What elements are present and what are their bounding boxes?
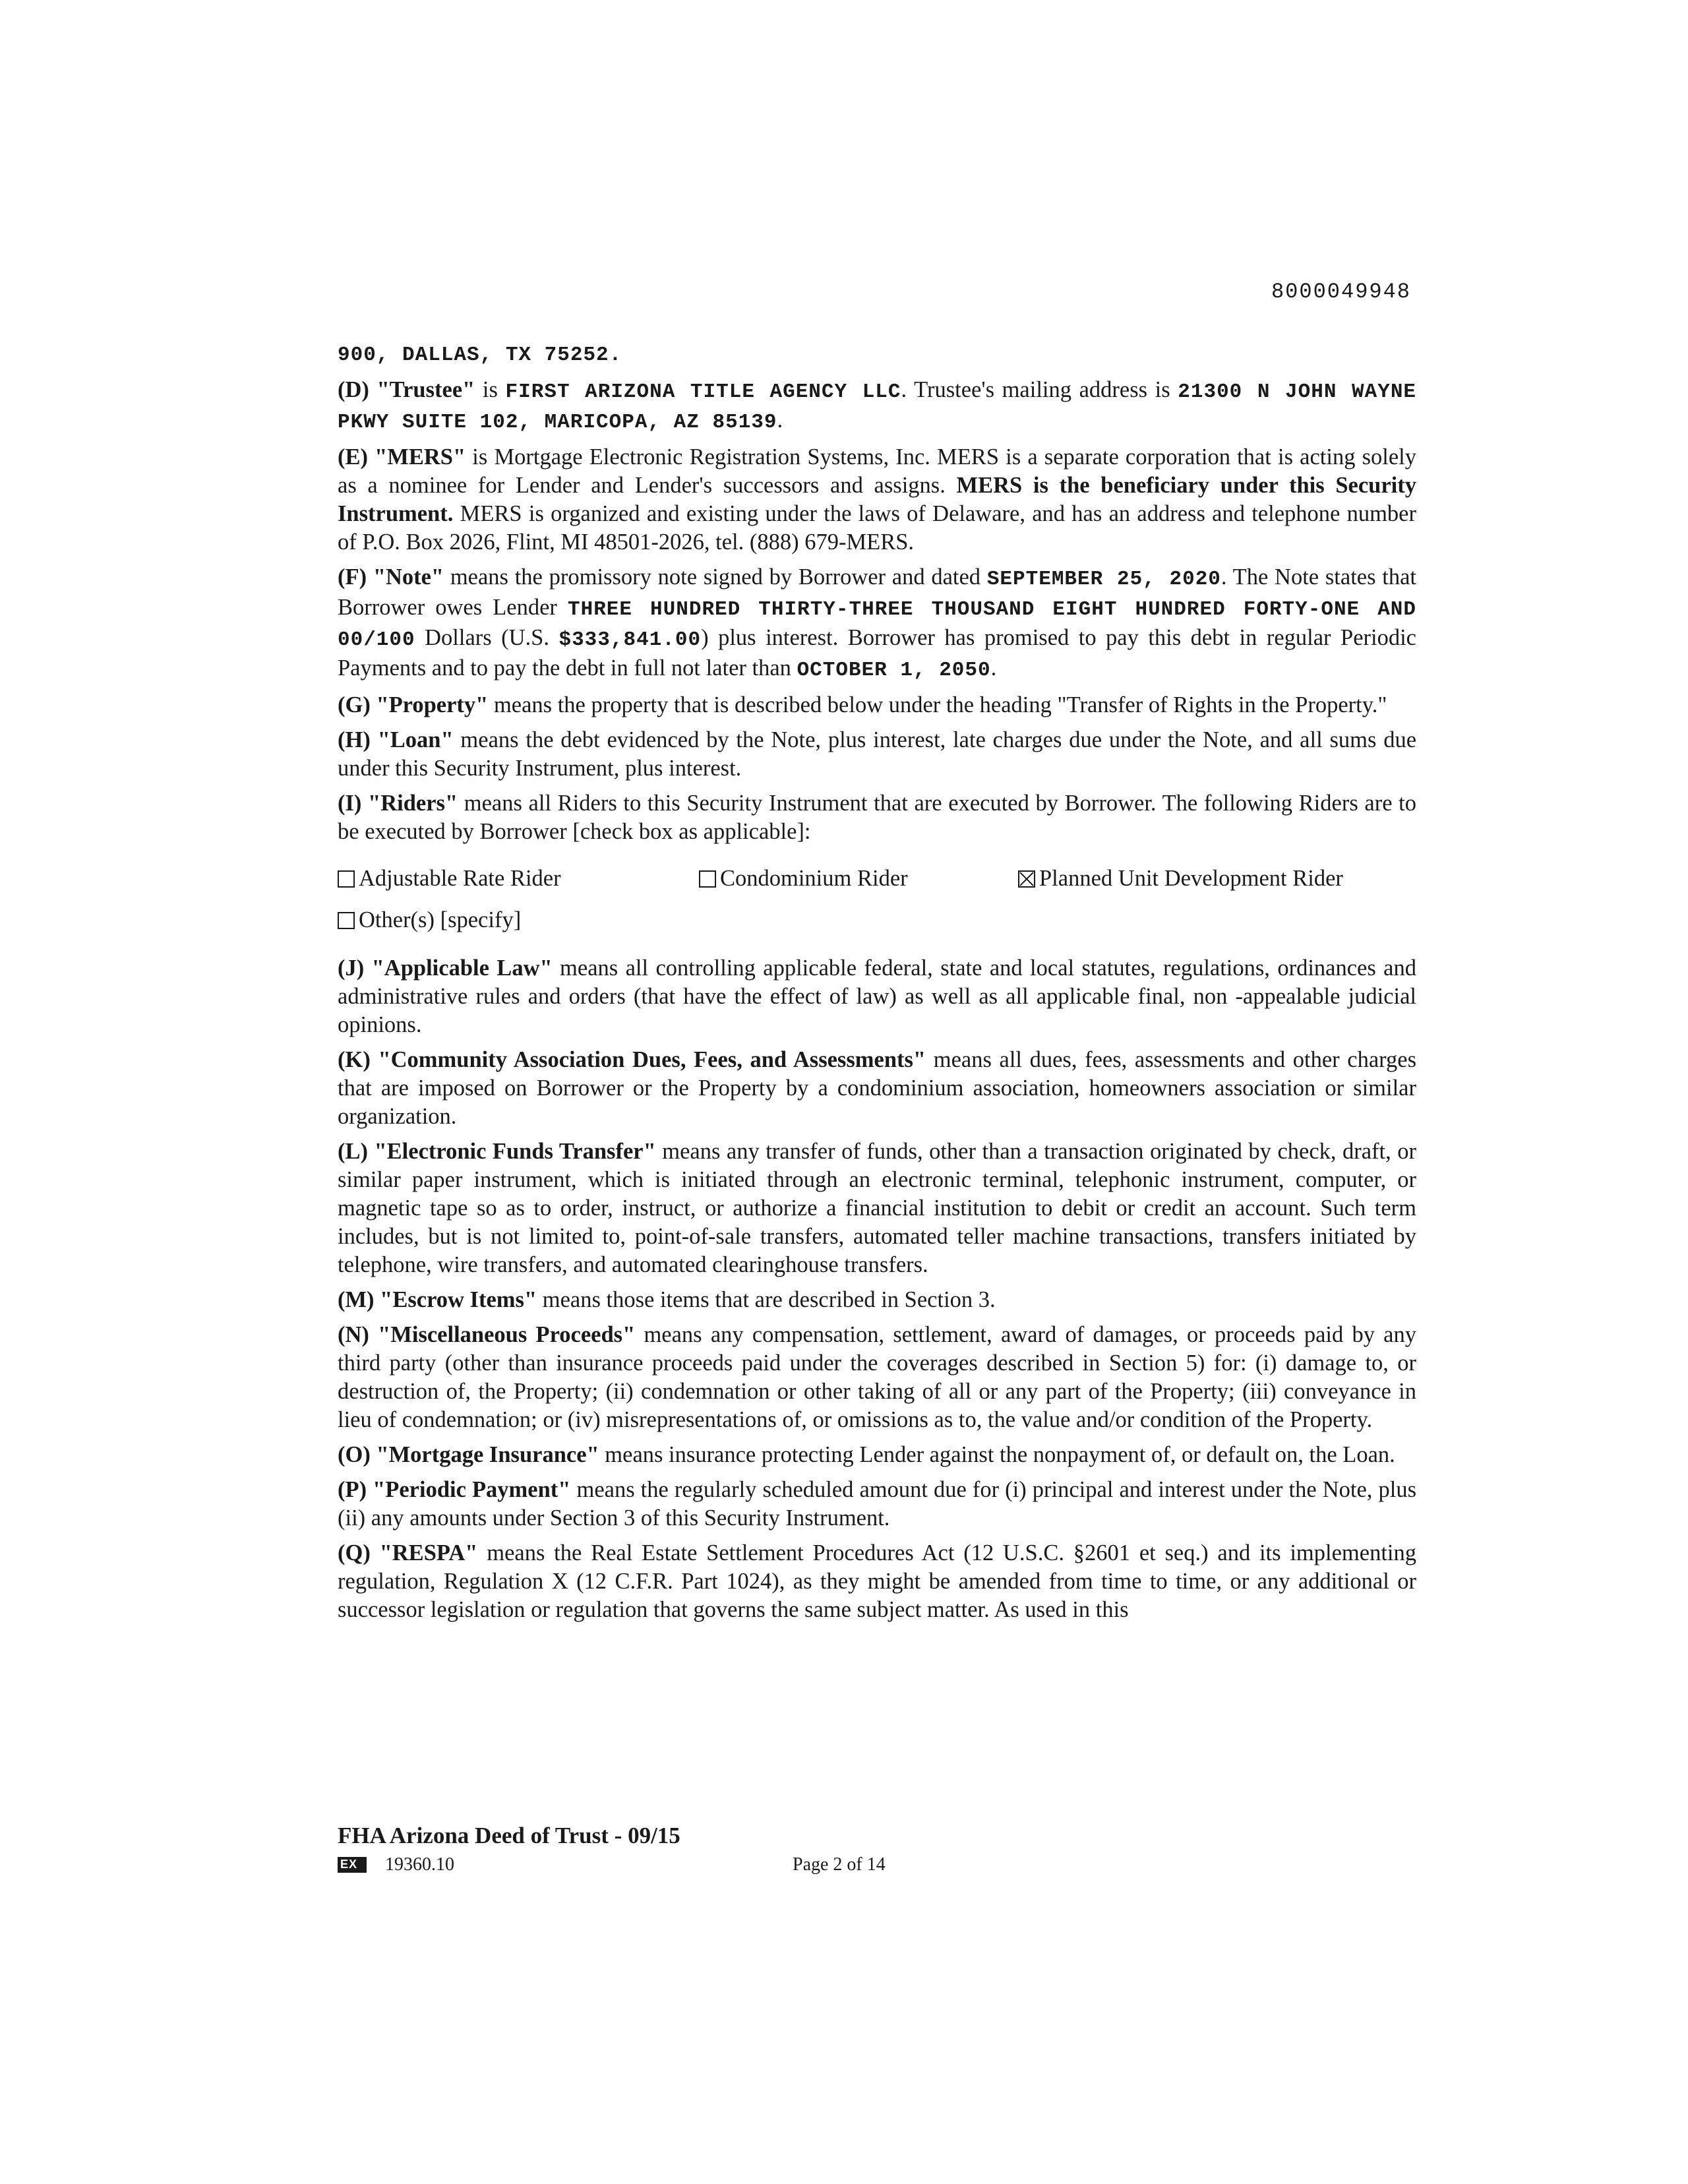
definition-term: "Property"	[376, 692, 489, 717]
definition-marker: (F)	[338, 564, 367, 590]
form-provider-logo-text: EX	[340, 1858, 358, 1871]
definition-loan	[338, 726, 1416, 783]
definition-marker: (O)	[338, 1442, 371, 1467]
form-code: 19360.10	[385, 1854, 454, 1875]
definition-marker: (N)	[338, 1322, 369, 1347]
checkbox-empty-icon[interactable]	[338, 870, 355, 888]
definition-periodic-payment	[338, 1476, 1416, 1532]
definition-text: ) plus interest. Borrower has promised to pay this debt in regular Periodic Payments and to pay the debt in full not later than	[338, 625, 1416, 681]
definition-text: means those items that are described in Section 3.	[537, 1287, 996, 1312]
definition-text: .	[990, 655, 997, 681]
definition-term: "Applicable Law"	[371, 956, 553, 981]
definition-text: means all dues, fees, assessments and other charges that are imposed on Borrower or the Property by a condominium association, homeowners association or similar organization.	[338, 1047, 1416, 1129]
rider-condominium[interactable]	[699, 864, 1018, 893]
rider-label: Condominium Rider	[720, 866, 908, 891]
definition-text: . The Note states that Borrower owes Lender	[338, 564, 1416, 620]
definition-mortgage-insurance	[338, 1441, 1416, 1469]
definition-text: means all controlling applicable federal, state and local statutes, regulations, ordinances and administrative rules and orders (that have the effect of law) as well as all applicable final, non -appealable judicial opinions.	[338, 956, 1416, 1037]
riders-row	[338, 864, 1416, 893]
definition-text: means insurance protecting Lender against the nonpayment of, or default on, the Loan.	[599, 1442, 1395, 1467]
definition-marker: (K)	[338, 1047, 371, 1072]
definition-text: . Trustee's mailing address is	[901, 377, 1178, 402]
rider-label: Other(s) [specify]	[359, 907, 522, 932]
lead-line	[338, 339, 1416, 369]
note-date: SEPTEMBER 25, 2020	[986, 568, 1221, 591]
definition-marker: (I)	[338, 791, 362, 816]
rider-adjustable-rate[interactable]	[338, 864, 699, 893]
definition-respa	[338, 1539, 1416, 1624]
definition-text: .	[777, 408, 783, 433]
definition-marker: (J)	[338, 956, 365, 981]
definition-electronic-funds-transfer	[338, 1138, 1416, 1279]
definition-marker: (E)	[338, 444, 368, 470]
rider-label: Planned Unit Development Rider	[1039, 866, 1343, 891]
rider-planned-unit-development[interactable]	[1018, 864, 1387, 893]
definition-mers	[338, 443, 1416, 557]
definition-term: "Trustee"	[377, 377, 475, 402]
lead-line-text: 900, DALLAS, TX 75252.	[338, 344, 622, 367]
note-amount-words: THREE HUNDRED THIRTY-THREE THOUSAND EIGHT HUNDRED FORTY-ONE AND 00/100	[338, 598, 1417, 652]
definition-term: "Electronic Funds Transfer"	[374, 1139, 656, 1164]
document-body	[338, 339, 1416, 1631]
checkbox-empty-icon[interactable]	[338, 912, 355, 929]
definition-text: means the property that is described below under the heading "Transfer of Rights in the Property."	[488, 692, 1387, 717]
definition-text: MERS is organized and existing under the laws of Delaware, and has an address and telephone number of P.O. Box 2026, Flint, MI 48501-2026, tel. (888) 679-MERS.	[338, 501, 1416, 555]
definition-text: means any transfer of funds, other than a transaction originated by check, draft, or similar paper instrument, which is initiated through an electronic terminal, telephonic instrument, computer, or magnetic tape so as to order, instruct, or authorize a financial institution to debit or credit an account. Such term includes, but is not limited to, point-of-sale transfers, automated teller machine transactions, transfers initiated by telephone, wire transfers, and automated clearinghouse transfers.	[338, 1139, 1416, 1277]
footer-line	[338, 1850, 1416, 1879]
rider-others[interactable]	[338, 906, 699, 934]
form-title: FHA Arizona Deed of Trust - 09/15	[338, 1823, 680, 1848]
mers-beneficiary-statement: MERS is the beneficiary under this Security Instrument.	[338, 473, 1416, 526]
definition-term: "Community Association Dues, Fees, and Assessments"	[378, 1047, 926, 1072]
definition-term: "MERS"	[375, 444, 466, 470]
definition-marker: (M)	[338, 1287, 375, 1312]
definition-text: means the regularly scheduled amount due for (i) principal and interest under the Note, plus (ii) any amounts under Section 3 of this Security Instrument.	[338, 1477, 1416, 1531]
definition-term: "Escrow Items"	[380, 1287, 537, 1312]
definition-text: means all Riders to this Security Instrument that are executed by Borrower. The following Riders are to be executed by Borrower [check box as applicable]:	[338, 791, 1416, 844]
definition-riders	[338, 789, 1416, 846]
definition-term: "Periodic Payment"	[373, 1477, 571, 1502]
note-amount: $333,841.00	[558, 628, 702, 652]
definition-property	[338, 691, 1416, 719]
definition-marker: (D)	[338, 377, 369, 402]
page-number: Page 2 of 14	[793, 1854, 886, 1875]
definition-trustee	[338, 376, 1416, 437]
definition-term: "RESPA"	[379, 1540, 478, 1565]
definition-term: "Mortgage Insurance"	[376, 1442, 599, 1467]
definition-applicable-law	[338, 954, 1416, 1039]
page-footer	[338, 1821, 1416, 1879]
form-provider-logo-icon	[338, 1857, 367, 1873]
definition-text: means any compensation, settlement, award of damages, or proceeds paid by any third party (other than insurance proceeds paid under the coverages described in Section 5) for: (i) damage to, or destruction of, the Property; (ii) condemnation or other taking of all or any part of the Property; (iii) conveyance in lieu of condemnation; or (iv) misrepresentations of, or omissions as to, the value and/or condition of the Property.	[338, 1322, 1416, 1432]
definition-term: "Riders"	[368, 791, 458, 816]
trustee-name: FIRST ARIZONA TITLE AGENCY LLC	[505, 380, 901, 404]
definition-text: means the promissory note signed by Borrower and dated	[444, 564, 987, 590]
definition-text: is	[475, 377, 506, 402]
definition-community-association	[338, 1046, 1416, 1131]
definition-marker: (H)	[338, 727, 371, 752]
rider-label: Adjustable Rate Rider	[359, 866, 561, 891]
definition-marker: (Q)	[338, 1540, 371, 1565]
trustee-address: 21300 N JOHN WAYNE PKWY SUITE 102, MARICOPA, AZ 85139	[338, 380, 1417, 434]
definition-marker: (L)	[338, 1139, 368, 1164]
definition-text: means the Real Estate Settlement Procedures Act (12 U.S.C. §2601 et seq.) and its implementing regulation, Regulation X (12 C.F.R. Part 1024), as they might be amended from time to time, or any additional or successor legislation or regulation that governs the same subject matter. As used in this	[338, 1540, 1416, 1622]
riders-row	[338, 906, 1416, 934]
definition-term: "Miscellaneous Proceeds"	[378, 1322, 636, 1347]
definition-term: "Note"	[373, 564, 444, 590]
document-number: 8000049948	[1271, 280, 1411, 304]
definition-note	[338, 563, 1416, 684]
definition-marker: (P)	[338, 1477, 367, 1502]
riders-checklist	[338, 864, 1416, 934]
checkbox-checked-icon[interactable]	[1018, 870, 1035, 888]
definition-term: "Loan"	[377, 727, 454, 752]
note-maturity-date: OCTOBER 1, 2050	[797, 659, 991, 682]
definition-text: means the debt evidenced by the Note, plus interest, late charges due under the Note, and all sums due under this Security Instrument, plus interest.	[338, 727, 1417, 781]
definition-text: Dollars (U.S.	[415, 625, 559, 650]
definition-escrow-items	[338, 1286, 1416, 1314]
definition-text: is Mortgage Electronic Registration Systems, Inc. MERS is a separate corporation that is acting solely as a nominee for Lender and Lender's successors and assigns.	[338, 444, 1417, 498]
checkbox-empty-icon[interactable]	[699, 870, 716, 888]
definition-miscellaneous-proceeds	[338, 1321, 1416, 1434]
definition-marker: (G)	[338, 692, 371, 717]
